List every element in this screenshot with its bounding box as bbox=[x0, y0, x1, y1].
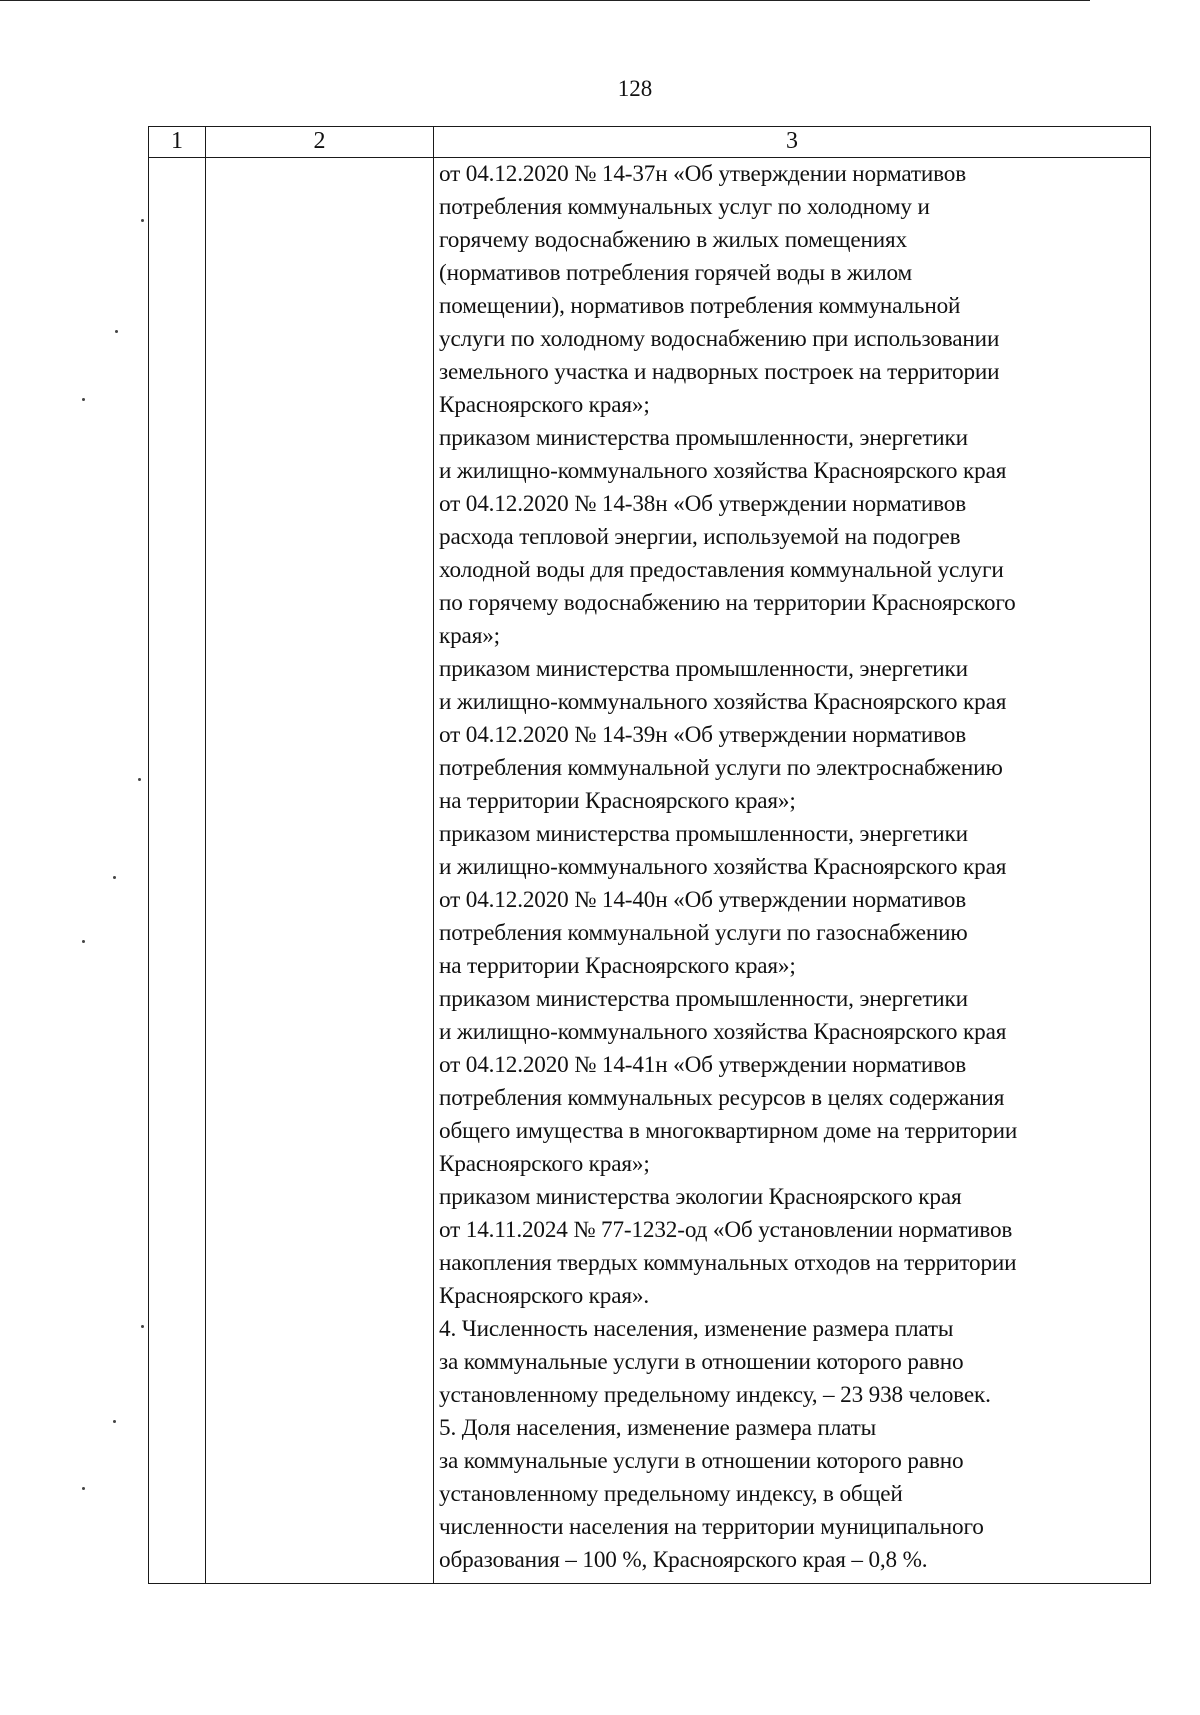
page-number: 128 bbox=[617, 76, 653, 101]
text-line: от 04.12.2020 № 14-39н «Об утверждении нормативов bbox=[439, 722, 967, 748]
text-line: установленному предельному индексу, в общей bbox=[439, 1481, 903, 1507]
scan-speck bbox=[82, 1487, 85, 1490]
text-line: 4. Численность населения, изменение размера платы bbox=[439, 1316, 954, 1342]
text-line: Красноярского края»; bbox=[439, 392, 650, 418]
text-line: на территории Красноярского края»; bbox=[439, 953, 796, 979]
text-line: горячему водоснабжению в жилых помещениях bbox=[439, 227, 907, 253]
text-line: холодной воды для предоставления коммунальной услуги bbox=[439, 557, 1004, 583]
cell-col-3 bbox=[434, 158, 1151, 1584]
text-line: за коммунальные услуги в отношении которого равно bbox=[439, 1448, 964, 1474]
text-line: приказом министерства промышленности, энергетики bbox=[439, 821, 968, 847]
text-line: 5. Доля населения, изменение размера платы bbox=[439, 1415, 877, 1441]
scan-speck bbox=[115, 330, 118, 333]
text-line: и жилищно-коммунального хозяйства Красноярского края bbox=[439, 854, 1007, 880]
text-line: накопления твердых коммунальных отходов на территории bbox=[439, 1250, 1017, 1276]
text-line: образования – 100 %, Красноярского края – 0,8 %. bbox=[439, 1547, 928, 1573]
cell-col-3-text bbox=[439, 158, 1148, 1577]
scan-speck bbox=[113, 876, 116, 879]
scan-speck bbox=[141, 219, 144, 222]
text-line: и жилищно-коммунального хозяйства Красноярского края bbox=[439, 1019, 1007, 1045]
text-line: общего имущества в многоквартирном доме на территории bbox=[439, 1118, 1018, 1144]
text-line: от 04.12.2020 № 14-37н «Об утверждении нормативов bbox=[439, 161, 967, 187]
text-line: приказом министерства промышленности, энергетики bbox=[439, 425, 968, 451]
column-header-1: 1 bbox=[149, 127, 206, 158]
table-row bbox=[149, 158, 1151, 1584]
text-line: и жилищно-коммунального хозяйства Красноярского края bbox=[439, 689, 1007, 715]
text-line: потребления коммунальной услуги по электроснабжению bbox=[439, 755, 1003, 781]
text-line: и жилищно-коммунального хозяйства Красноярского края bbox=[439, 458, 1007, 484]
scan-speck bbox=[82, 940, 85, 943]
text-line: от 04.12.2020 № 14-38н «Об утверждении нормативов bbox=[439, 491, 967, 517]
text-line: Красноярского края». bbox=[439, 1283, 649, 1309]
text-line: установленному предельному индексу, – 23 938 человек. bbox=[439, 1382, 991, 1408]
text-line: Красноярского края»; bbox=[439, 1151, 650, 1177]
text-line: от 14.11.2024 № 77-1232-од «Об установлении нормативов bbox=[439, 1217, 1013, 1243]
text-line: от 04.12.2020 № 14-41н «Об утверждении нормативов bbox=[439, 1052, 967, 1078]
cell-col-1 bbox=[149, 158, 206, 1584]
text-line: края»; bbox=[439, 623, 500, 649]
cell-col-2 bbox=[206, 158, 434, 1584]
text-line: земельного участка и надворных построек на территории bbox=[439, 359, 1000, 385]
document-table bbox=[148, 126, 1151, 1584]
text-line: по горячему водоснабжению на территории Красноярского bbox=[439, 590, 1016, 616]
scan-speck bbox=[82, 398, 85, 401]
text-line: помещении), нормативов потребления коммунальной bbox=[439, 293, 961, 319]
scan-speck bbox=[141, 1325, 144, 1328]
scan-top-edge bbox=[0, 0, 1090, 1]
text-line: численности населения на территории муниципального bbox=[439, 1514, 984, 1540]
text-line: приказом министерства экологии Красноярского края bbox=[439, 1184, 962, 1210]
table-header-row bbox=[149, 127, 1151, 158]
text-line: потребления коммунальной услуги по газоснабжению bbox=[439, 920, 968, 946]
text-line: потребления коммунальных услуг по холодному и bbox=[439, 194, 930, 220]
text-line: на территории Красноярского края»; bbox=[439, 788, 796, 814]
text-line: расхода тепловой энергии, используемой на подогрев bbox=[439, 524, 961, 550]
text-line: за коммунальные услуги в отношении которого равно bbox=[439, 1349, 964, 1375]
text-line: (нормативов потребления горячей воды в жилом bbox=[439, 260, 913, 286]
scan-speck bbox=[138, 778, 141, 781]
column-header-3: 3 bbox=[434, 127, 1151, 158]
scan-speck bbox=[113, 1420, 116, 1423]
text-line: потребления коммунальных ресурсов в целях содержания bbox=[439, 1085, 1005, 1111]
text-line: от 04.12.2020 № 14-40н «Об утверждении нормативов bbox=[439, 887, 967, 913]
text-line: приказом министерства промышленности, энергетики bbox=[439, 986, 968, 1012]
column-header-2: 2 bbox=[206, 127, 434, 158]
text-line: услуги по холодному водоснабжению при использовании bbox=[439, 326, 1000, 352]
text-line: приказом министерства промышленности, энергетики bbox=[439, 656, 968, 682]
